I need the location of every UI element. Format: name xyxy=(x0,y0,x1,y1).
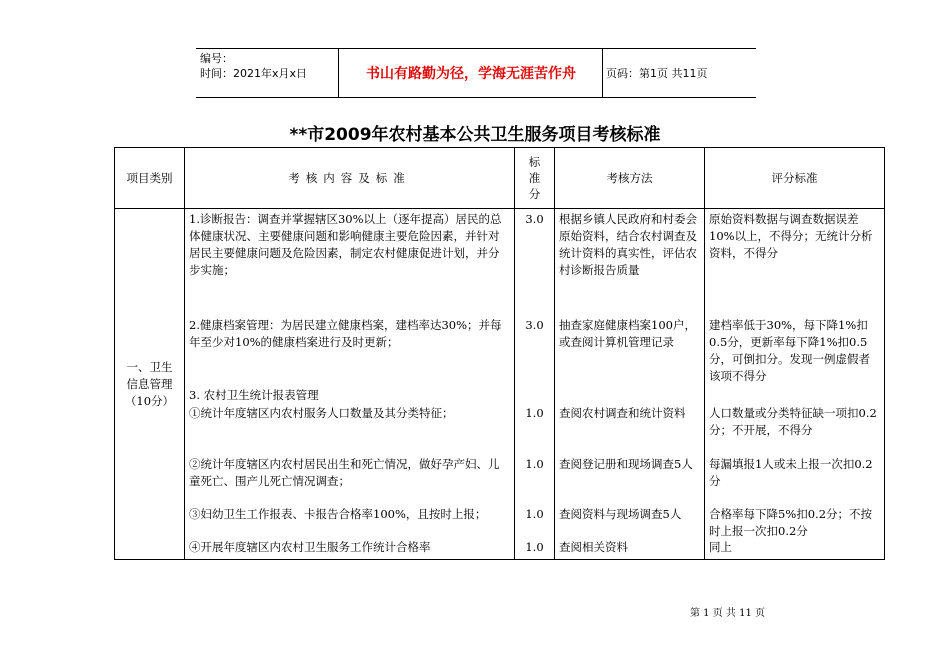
score-value: 1.0 xyxy=(525,540,544,554)
header-score-char: 分 xyxy=(528,187,541,201)
header-divider xyxy=(602,49,603,97)
content-item: ②统计年度辖区内农村居民出生和死亡情况，做好孕产妇、儿童死亡、围产儿死亡情况调查； xyxy=(189,457,500,488)
header-score-char: 准 xyxy=(528,171,541,185)
scoring-item: 原始资料数据与调查数据误差10%以上，不得分；无统计分析资料，不得分 xyxy=(709,212,873,260)
content-cell xyxy=(185,209,515,560)
method-item: 查阅相关资料 xyxy=(559,540,628,554)
content-item: 3. 农村卫生统计报表管理 xyxy=(189,388,319,402)
method-cell xyxy=(555,209,705,560)
table-row xyxy=(115,209,885,560)
scoring-item: 建档率低于30%，每下降1%扣0.5分，更新率每下降1%扣0.5分，可倒扣分。发现一例虚假者该项不得分 xyxy=(709,318,870,383)
score-value: 1.0 xyxy=(525,457,544,471)
scoring-cell xyxy=(705,209,885,560)
scoring-item: 合格率每下降5%扣0.2分；不按时上报一次扣0.2分 xyxy=(709,507,873,538)
category-line: （10分） xyxy=(124,393,175,408)
method-item: 查阅登记册和现场调查5人 xyxy=(559,457,693,471)
table-header-row xyxy=(115,148,885,209)
content-item: 1.诊断报告：调查并掌握辖区30%以上（逐年提高）居民的总体健康状况、主要健康问题和影响健康主要危险因素，并针对居民主要健康问题及危险因素，制定农村健康促进计划，并分步实施； xyxy=(189,212,502,277)
method-item: 抽查家庭健康档案100户，或查阅计算机管理记录 xyxy=(559,318,696,349)
header-motto: 书山有路勤为径，学海无涯苦作舟 xyxy=(366,66,576,82)
score-value: 1.0 xyxy=(525,406,544,420)
header-scoring: 评分标准 xyxy=(705,148,885,209)
category-line: 信息管理 xyxy=(126,376,173,391)
content-item: ④开展年度辖区内农村卫生服务工作统计合格率 xyxy=(189,540,431,554)
method-item: 根据乡镇人民政府和村委会原始资料，结合农村调查及统计资料的真实性，评估农村诊断报告质量 xyxy=(559,212,697,277)
category-cell xyxy=(115,209,185,560)
header-meta xyxy=(200,51,338,81)
category-line: 一、卫生 xyxy=(126,359,173,374)
score-value: 1.0 xyxy=(525,507,544,521)
content-item: ③妇幼卫生工作报表、卡报告合格率100%，且按时上报； xyxy=(189,507,487,521)
number-label: 编号： xyxy=(200,52,233,65)
header-page-info: 页码：第1页 共11页 xyxy=(606,67,708,80)
method-item: 查阅资料与现场调查5人 xyxy=(559,507,682,521)
method-item: 查阅农村调查和统计资料 xyxy=(559,406,686,420)
header-content: 考核内容及标准 xyxy=(185,148,515,209)
page-header xyxy=(196,48,756,98)
scoring-item: 每漏填报1人或未上报一次扣0.2分 xyxy=(709,457,873,488)
header-category: 项目类别 xyxy=(115,148,185,209)
header-score xyxy=(515,148,555,209)
header-divider xyxy=(338,49,339,97)
scoring-item: 同上 xyxy=(709,540,732,554)
score-cell xyxy=(515,209,555,560)
time-label: 时间：2021年x月x日 xyxy=(200,67,308,80)
content-item: ①统计年度辖区内农村服务人口数量及其分类特征； xyxy=(189,406,454,420)
header-score-char: 标 xyxy=(528,155,541,169)
page-footer: 第 1 页 共 11 页 xyxy=(690,608,765,619)
header-method: 考核方法 xyxy=(555,148,705,209)
score-value: 3.0 xyxy=(525,212,544,226)
document-title: **市2009年农村基本公共卫生服务项目考核标准 xyxy=(289,125,661,145)
score-value: 3.0 xyxy=(525,318,544,332)
scoring-item: 人口数量或分类特征缺一项扣0.2分；不开展，不得分 xyxy=(709,406,877,437)
content-item: 2.健康档案管理：为居民建立健康档案，建档率达30%；并每年至少对10%的健康档案进行及时更新； xyxy=(189,318,502,349)
assessment-table xyxy=(114,147,885,560)
